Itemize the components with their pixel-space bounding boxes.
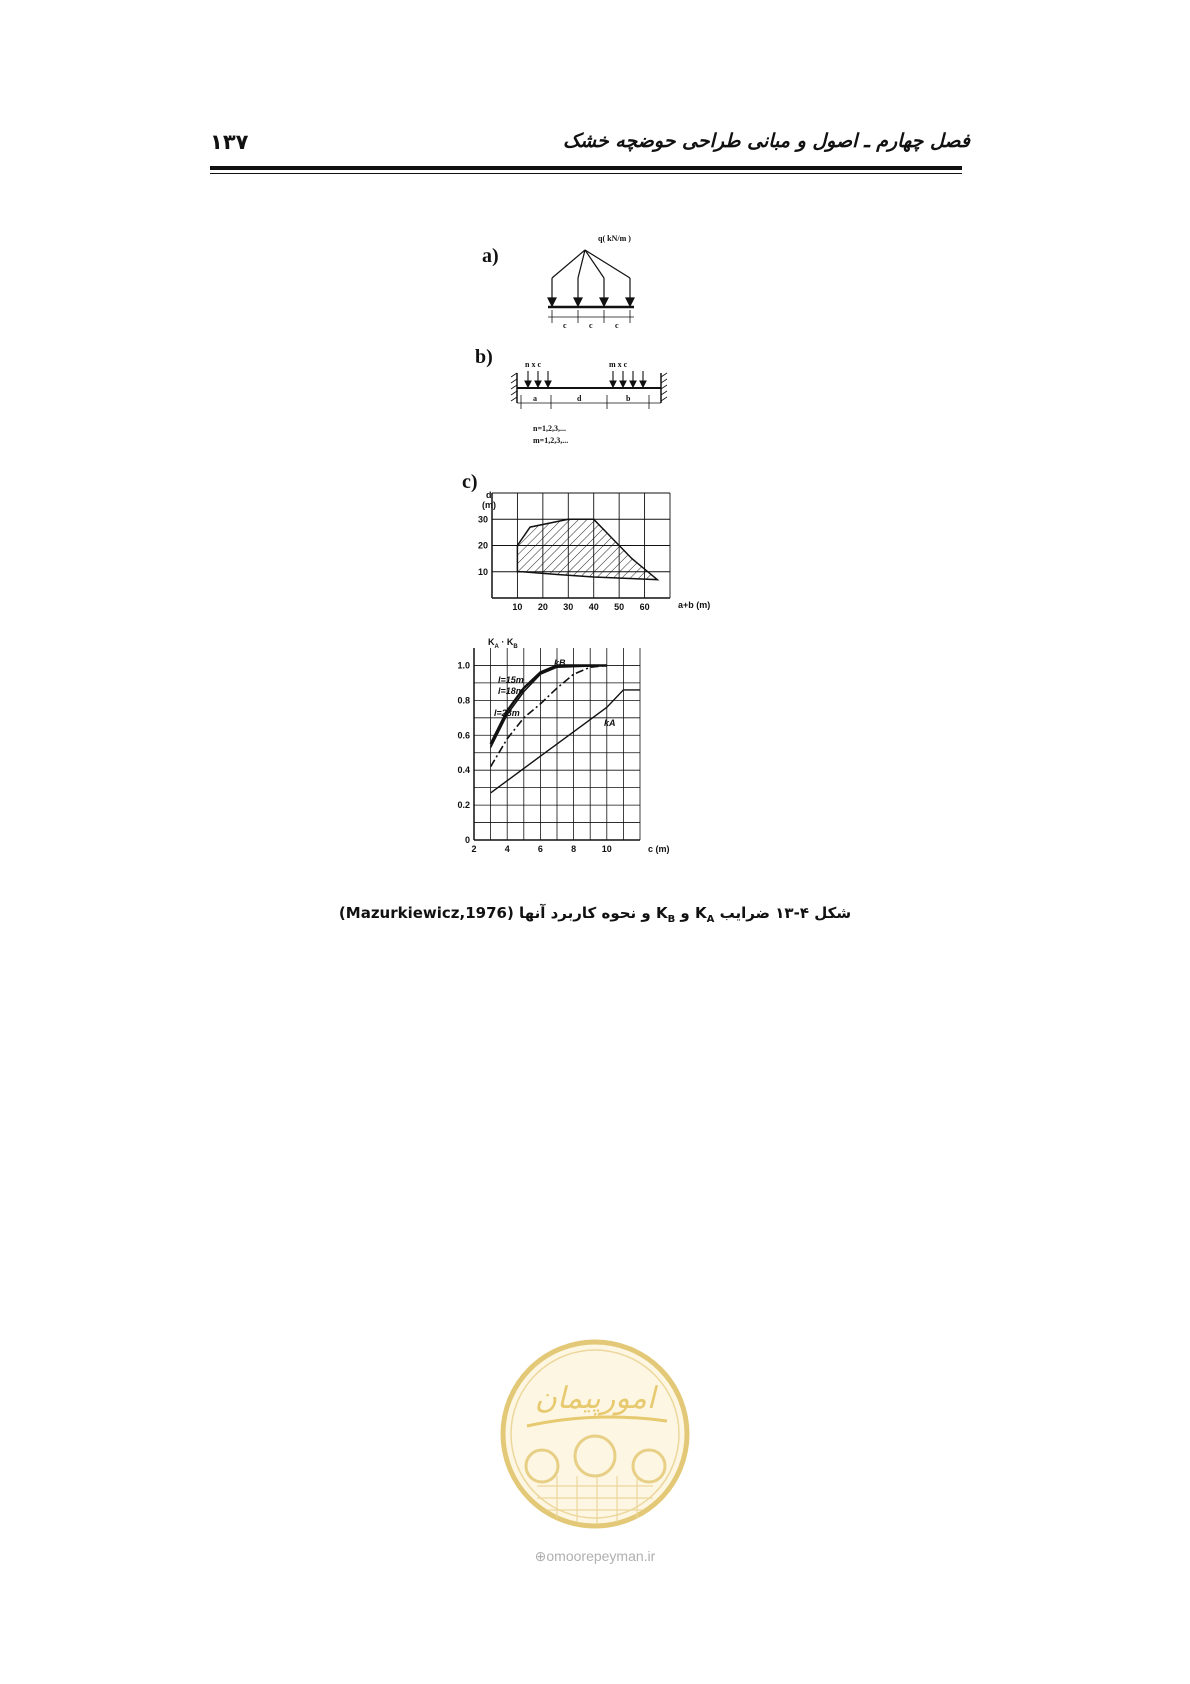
span-label-b: b xyxy=(626,394,631,403)
figure-caption: شکل ۴-۱۳ ضرایب $K_A$ و $K_B$ و نحوه کاربرد آنها (Mazurkiewicz,1976) xyxy=(338,904,852,925)
k-ytick-0.6: 0.6 xyxy=(457,730,470,741)
spacing-label-c3: c xyxy=(615,321,619,330)
k-ytick-0: 0 xyxy=(464,835,470,845)
panel-b-diagram xyxy=(473,345,703,460)
feasible-region xyxy=(517,519,657,579)
c-xtick-50: 50 xyxy=(614,602,625,612)
globe-icon: ⊕ xyxy=(534,1548,547,1564)
panel-c-chart xyxy=(460,468,720,623)
k-xtick-4: 4 xyxy=(504,844,510,854)
page-number: ۱۳۷ xyxy=(210,130,249,154)
k-coefficient-chart xyxy=(450,630,690,875)
watermark-logo xyxy=(497,1336,693,1532)
ylabel-d: d xyxy=(486,490,492,500)
panel-c-label: c) xyxy=(462,471,478,493)
curve-label-23: l=23m xyxy=(494,708,520,718)
kb-label: kB xyxy=(554,658,566,668)
k-xtick-6: 6 xyxy=(537,844,543,854)
k-ytick-1.0: 1.0 xyxy=(457,660,470,671)
k-xtick-10: 10 xyxy=(601,844,612,854)
c-ytick-10: 10 xyxy=(477,566,488,577)
k-xlabel: c (m) xyxy=(648,844,670,854)
c-xtick-60: 60 xyxy=(639,602,650,612)
running-title: فصل چهارم ـ اصول و مبانی طراحی حوضچه خشک xyxy=(562,130,970,152)
ka-label: kA xyxy=(604,718,616,728)
curve-label-15: l=15m xyxy=(498,675,524,685)
k-ytick-0.4: 0.4 xyxy=(457,765,470,776)
note-m: m=1,2,3,... xyxy=(533,436,569,445)
spacing-label-c1: c xyxy=(563,321,567,330)
k-xtick-2: 2 xyxy=(471,844,477,854)
left-group-label: n x c xyxy=(525,360,541,369)
c-ytick-20: 20 xyxy=(477,540,488,551)
ylabel-unit: (m) xyxy=(482,500,496,510)
k-ylabel: $K_A \cdot K_B$ xyxy=(488,637,518,650)
header-rule xyxy=(210,166,962,170)
c-ytick-30: 30 xyxy=(477,514,488,525)
span-label-d: d xyxy=(577,394,582,403)
load-label: q( kN/m ) xyxy=(598,234,631,243)
k-ytick-0.2: 0.2 xyxy=(457,800,470,811)
watermark-logo-text: امورپیمان xyxy=(534,1381,656,1416)
c-xtick-10: 10 xyxy=(512,602,523,612)
curve-label-18: l=18m xyxy=(498,686,524,696)
k-xtick-8: 8 xyxy=(571,844,577,854)
c-xtick-20: 20 xyxy=(537,602,548,612)
panel-a-label: a) xyxy=(482,245,499,267)
xlabel-ab: a+b (m) xyxy=(678,600,711,610)
watermark-site: ⊕omoorepeyman.ir xyxy=(534,1548,656,1564)
panel-b-label: b) xyxy=(475,346,493,368)
k-ytick-0.8: 0.8 xyxy=(457,695,470,706)
c-xtick-30: 30 xyxy=(563,602,574,612)
note-n: n=1,2,3,... xyxy=(533,424,567,433)
header-rule-thin xyxy=(210,173,962,174)
spacing-label-c2: c xyxy=(589,321,593,330)
panel-a-diagram xyxy=(480,230,700,340)
right-group-label: m x c xyxy=(609,360,628,369)
span-label-a: a xyxy=(533,394,537,403)
c-xtick-40: 40 xyxy=(588,602,599,612)
